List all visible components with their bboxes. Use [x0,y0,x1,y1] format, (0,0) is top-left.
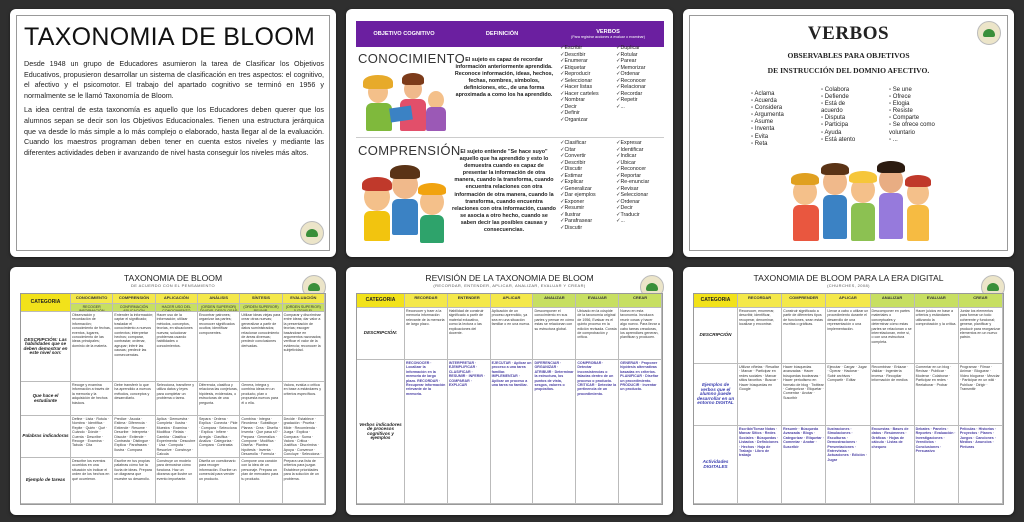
verbs-column-2 [821,87,865,144]
verb-item: ✓ Seleccionar [560,78,599,85]
header-level: EVALUACIÓN [283,294,325,304]
verb-item: ✓ Parear [616,58,646,65]
table-cell: Aplicación de un proceso aprendido, ya sea en una situación familiar o en una nueva. [491,308,534,360]
table-cell: Genera, integra y combina ideas en un producto, plan o propuesta nuevos para él o ella. [240,382,282,416]
verb-item: ▫ Elogia [889,101,941,108]
subtitle-line-2: DE INSTRUCCIÓN DEL DOMNIO AFECTIVO. [767,66,930,75]
school-logo-icon [977,21,1001,45]
verb-item: ✓ Reproducir [560,71,599,78]
verb-item: ✓ Decir [560,104,599,111]
header-level: ENTENDER [448,294,491,308]
table-cell: INTERPRETAR · EJEMPLIFICAR · CLASIFICAR · RESUMIR · INFERIR · COMPARAR · EXPLICAR [448,360,491,504]
slide-subtitle: (CHURCHES, 2008) [827,283,870,288]
table-cell: Selecciona, transfiere y utiliza datos y leyes para completar un problema o tarea. [156,382,198,416]
verb-item: ✓ Expresar [616,140,649,147]
table-cell: Utilizar ideas viejas para crear otras nuevas; generalizar a partir de datos suministrados; relacionar conocimiento de áreas diversas; predecir conclusiones derivadas. [240,312,282,382]
table-cell: Comentar en un blog · Revisar · Publicar · Moderar · Colaborar · Participar en redes · Reelaborar · Probar [915,364,959,426]
table-cell: Debe transferir lo que ha aprendido a nuevos métodos, conceptos y desarrollarlo. [113,382,155,416]
table-cell: Hacer uso de la información; utilizar métodos, conceptos, teorías, en situaciones nuevas; solucionar problemas usando habilidades o conocimientos. [156,312,198,382]
definicion-comprension: El sujeto entiende "Se hace suyo" aquello que ha aprendido y esto lo demuestra cuando es capaz de presentar la información de otra manera, cuando la transforma, cuando encuentra relaciones con otra información de otra manera, cuando la transforma, cuando encuentra relaciones con otra información, cuando se asocia a otro hecho, cuando se saben decir las posibles causas y consecuencias. [452,149,556,234]
header-sub: CONFIRMACIÓN APLICACIÓN [113,304,155,312]
intro-paragraph-1: Desde 1948 un grupo de Educadores asumieron la tarea de Clasificar los Objetivos Educativos, propusieron desarrollar un sistema de clasificación en tres aspectos: el cognitivo, el afectivo y el psicomotor. El trabajo del apartado cognitivo se terminó en 1956 y normalmente se le llamó Taxonomía de Bloom. [24,59,324,100]
header-level: APLICAR [826,294,870,308]
verb-item: ▫ Evita [751,134,784,141]
verb-item: ▫ Está de acuerdo [821,101,865,115]
table-cell: Descomponer el conocimiento en sus partes y pensar en cómo estas se relacionan con su estructura global. [533,308,576,360]
header-sub: (ORDEN SUPERIOR) DIVIDIR, DESGLOSAR [198,304,240,312]
verb-item: ✓ Revisar [616,186,649,193]
verb-item: ✓ Describir [560,160,596,167]
header-sub: RECOGER INFORMACIÓN [71,304,113,312]
table-cell: Nuevo en esta taxonomía. Involucra reunir cosas y hacer algo nuevo. Para llevar a cabo tareas creadoras, los aprendices generan, planifican y producen. [619,308,662,360]
verb-item: ▫ Se une [889,87,941,94]
table-cell: Construye un modelo para demostrar cómo funciona. Haz un diorama que ilustre un evento importante. [156,458,198,504]
school-logo-icon [300,221,324,245]
row-label: DESCRIPCIÓN [694,308,738,364]
verb-item: ▫ Aclama [751,91,784,98]
verb-item: ✓ Re-enunciar [616,179,649,186]
verb-item: ✓ Dar ejemplos [560,192,596,199]
verb-item: ▫ Comparte [889,115,941,122]
header-level: EVALUAR [915,294,959,308]
header-sub: HACER USO DEL CONOCIMIENTO [156,304,198,312]
slide-taxonomia-digital[interactable] [683,267,1014,515]
table-cell: Predice · Asocia · Estima · Diferencia · Extiende · Resume · Describe · Interpreta · Discute · Extiende · Contrasta · Distingue · Explica · Parafrasea · Ilustra · Compara [113,416,155,458]
verb-item: ✓ Organizar [560,117,599,124]
header-level: ANALIZAR [871,294,915,308]
table-cell: Películas · Historias · Proyectos · Planes · Juegos · Canciones · Medios · Anuncios · Pinturas [959,426,1003,504]
intro-text [24,59,324,162]
slide-verbos-afectivo[interactable] [683,9,1014,257]
table-cell: Valora, evalúa o critica en base a estándares y criterios específicos. [283,382,325,416]
row-label: Actividades DIGITALES [694,426,738,504]
verb-item: ✓ Resumir [560,205,596,212]
verbos-comprension-col1 [560,140,596,231]
verb-item: ✓ Memorizar [616,65,646,72]
header-level: APLICACIÓN [156,294,198,304]
verb-item: ✓ Explicar [560,179,596,186]
header-categoria: CATEGORIA [694,294,738,308]
verb-item: ✓ Ilustrar [560,212,596,219]
verb-item: ▫ Se ofrece como voluntario [889,122,941,136]
slide-revision-taxonomia[interactable] [346,267,673,515]
slide-title: TAXONOMIA DE BLOOM [24,23,316,51]
verb-item: ▫ Asume [751,119,784,126]
table-cell: Debates · Paneles · Reportes · Evaluación · Investigaciones · Veredictos · Conclusiones · Persuasivo [915,426,959,504]
slide-title-text: TAXONOMIA DE BLOOM PARA LA ERA DIGITAL [753,273,944,283]
verb-item: ▫ Resiste [889,108,941,115]
verb-item: ✓ Repetir [616,97,646,104]
verb-item: ✓ Ordenar [616,199,649,206]
verbos-conocimiento-col2 [616,45,646,110]
verbs-column-3 [889,87,941,144]
verbos-conocimiento-col1 [560,45,599,123]
header-level: EVALUAR [576,294,619,308]
table-cell: Programar · Filmar · Animar · Bloguear · Video bloguear · Mezclar · Participar en un wiki · Publicar · Dirigir · Transmitir [959,364,1003,426]
table-cell: Ubicado en la cúspide de la taxonomía original de 1956, Evaluar es el quinto proceso en la edición revisada. Consta de comprobación y crítica. [576,308,619,360]
row-label: Palabras indicadoras [21,416,71,458]
verb-item: ✓ Exponer [560,199,596,206]
kids-reading-illustration [360,71,448,133]
verb-item: ▫ Disputa [821,115,865,122]
table-cell: Prepara una lista de criterios para juzgar. Establece prioridades para la solución de un problema. [283,458,325,504]
verb-item: ✓ Reconocer [616,166,649,173]
verb-item: ✓ Discutir [560,225,596,232]
verb-item: ✓ Discutir [560,166,596,173]
header-categoria: CATEGORIA [357,294,405,308]
table-cell: Descomponer en partes materiales o conceptuales y determinar cómo estas partes se relacionan o se interrelacionan, entre sí, o con una estructura completa. [871,308,915,364]
table-cell: Encuestas · Bases de datos · Resúmenes · Gráficas · Hojas de cálculo · Listas de chequeo [871,426,915,504]
table-cell: Observación y recordación de información; conocimiento de fechas, eventos, lugares, conocimiento de las ideas principales; dominio de la materia. [71,312,113,382]
header-level: ANÁLISIS [198,294,240,304]
verb-item: ▫ Ofrece [889,94,941,101]
verb-item: ✓ Traducir [616,212,649,219]
intro-paragraph-2: La idea central de esta taxonomía es aquello que los Educadores deben querer que los alumnos sepan se decir son los Objetivos Educacionales. Tienen una estructura jerárquica que va desde lo más simple a lo más complejo o elaborado, hasta llegar al de la evaluación. Cuando los maestros programan deben tener en cuenta estos niveles y mediante las diferentes actividades deben ir avanzando de nivel hasta conseguir los niveles más altos. [24,105,324,157]
verb-item: ✓ Identificar [616,147,649,154]
table-cell: COMPROBAR · Detectar inconsistencias o falacias dentro de un proceso o producto. CRITICAR · Detectar la pertinencia de un procedimiento. [576,360,619,504]
verb-item: ✓ Escribir [560,45,599,52]
verb-item: ✓ Duplicar [616,45,646,52]
row-label: Ejemplos de verbos que el alumno puede desarrollar en un entorno DIGITAL [694,364,738,426]
subtitle-line-1: OBSERVABLES PARA OBJETIVOS [787,51,910,60]
header-objetivo: OBJETIVO COGNITIVO [373,31,435,37]
verb-item: ✓ Indicar [616,153,649,160]
verb-item: ✓ Seleccionar [616,192,649,199]
table-cell: Define · Lista · Rotula · Nombra · Identifica · Repite · Quién · Qué · Cuándo · Dónde · Cuenta · Describe · Recoge · Examina · Tabula · Cita [71,416,113,458]
verb-item: ✓ ... [616,218,649,225]
verb-item: ▫ Defiende [821,94,865,101]
slide-title [346,273,673,288]
verb-item: ▫ Inventa [751,126,784,133]
verb-item: ✓ ... [616,104,646,111]
verb-item: ▫ ... [889,137,941,144]
verb-item: ✓ Estimar [560,173,596,180]
level-conocimiento: CONOCIMIENTO [358,51,466,66]
verbos-comprension-col2 [616,140,649,225]
level-comprension: COMPRENSIÓN [358,143,461,158]
verb-item: ▫ Reta [751,141,784,148]
table-cell: Ejecutar · Cargar · Jugar · Operar · Hackear · Subir archivos · Compartir · Editar [826,364,870,426]
table-cell: Recombinar · Enlazar · Validar · Ingeniería inversa · Recopilar información de medios [871,364,915,426]
table-cell: Hacer juicios en base a criterios y estándares utilizando la comprobación y la crítica. [915,308,959,364]
slide-title: VERBOS [807,23,890,44]
table-cell: Resumir · Búsqueda Avanzada · Blogs · Categorizar · Etiquetar · Comentar · Anotar · Suscribir [782,426,826,504]
verb-item: ▫ Acuerda [751,98,784,105]
verb-item: ✓ Hacer listas [560,84,599,91]
table-header [356,21,664,47]
table-cell: Recoge y examina información a través de la memoria y la adquisición de hechos básicos. [71,382,113,416]
happy-children-illustration [787,159,937,251]
verb-item: ✓ Reportar [616,173,649,180]
table-cell: Diseña un cuestionario para recoger información. Escribe un comercial para vender un producto. [198,458,240,504]
verb-item: ✓ Decir [616,205,649,212]
revision-table [356,293,663,505]
table-cell: Escribe en tus propias palabras cómo fue la lluvia de ideas. Prepara un diagrama que muestre su desarrollo. [113,458,155,504]
table-cell: Hacer búsquedas avanzadas · Hacer búsquedas booleanas · Hacer periodismo en formato de blog · Twittear · Categorizar · Etiquetar · Comentar · Anotar · Suscribir [782,364,826,426]
table-cell: RECONOCER · Localizar la información en la memoria de largo plazo. RECORDAR · Recuperar información relevante de la memoria. [405,360,448,504]
slide-title [683,273,1014,288]
slide-subtitle: (RECORDAR, ENTENDER, APLICAR, ANALIZAR, EVALUAR Y CREAR) [433,283,586,288]
row-label: DESCRIPCIÓN: [357,308,405,360]
verb-item: ✓ Recordar [616,91,646,98]
header-level: APLICAR [491,294,534,308]
verb-item: ✓ Rotular [616,52,646,59]
header-level: RECORDAR [738,294,782,308]
table-cell: Aplica · Demuestra · Completa · Ilustra · Muestra · Examina · Modifica · Relata · Cambia · Clasifica · Experimenta · Descubre · Usa · Computa · Resuelve · Construye · Calcula [156,416,198,458]
table-cell: Construir significado a partir de diferentes tipos de funciones, sean estas escritas o gráficas. [782,308,826,364]
verb-item: ✓ Convertir [560,153,596,160]
table-cell: Llevar a cabo o utilizar un procedimiento durante el desarrollo de una representación o una implementación. [826,308,870,364]
table-cell: DIFERENCIAR · ORGANIZAR · ATRIBUIR · Determinar la estructura, los puntos de vista, sesgos, valores o propósitos. [533,360,576,504]
verb-item: ✓ Citar [560,147,596,154]
row-label: DESCRIPCIÓN: Las habilidades que se deben demostrar en este nivel son: [21,312,71,382]
header-level: CONOCIMIENTO [71,294,113,304]
verb-item: ▫ Ayuda [821,130,865,137]
verb-item: ✓ Definir [560,110,599,117]
verb-item: ✓ Generalizar [560,186,596,193]
header-sub: (ORDEN SUPERIOR) JUZGAR EL [283,304,325,312]
table-cell: Ilustraciones · Simulaciones · Esculturas · Demostraciones · Presentaciones · Entrevistas · Actuaciones · Edición · Jugar [826,426,870,504]
table-cell: Juntar los elementos para formar un todo coherente y funcional; generar, planificar y producir para reorganizar elementos en un nuevo patrón. [959,308,1003,364]
verb-item: ▫ Argumenta [751,112,784,119]
slide-subtitle: DE ACUERDO CON EL PENSAMIENTO [130,283,216,288]
table-cell: GENERAR · Proponer hipótesis alternativas basadas en criterios. PLANIFICAR · Diseñar un procedimiento. PRODUCIR · Inventar un producto. [619,360,662,504]
header-level: CREAR [959,294,1003,308]
header-categoria: CATEGORIA [21,294,71,312]
slide-taxonomia-tabla[interactable] [10,267,336,515]
definicion-conocimiento: El sujeto es capaz de recordar información anteriormente aprendida. Reconoce información, ideas, hechos, fechas, nombres, símbolos, definiciones, etc., de una forma aproximada a como los ha aprendido. [454,57,554,99]
digital-table [693,293,1004,505]
verb-item: ▫ Participa [821,122,865,129]
verb-item: ▫ Colabora [821,87,865,94]
row-label: Verbos indicadores de procesos cognitivos y ejemplos [357,360,405,504]
verb-item: ✓ Clasificar [560,140,596,147]
table-cell: Utilizar viñetas · Resaltar · Marcar · Participar en redes sociales · Marcar sitios favoritos · Buscar · Hacer búsquedas en Google [738,364,782,426]
header-definicion: DEFINICIÓN [485,31,519,37]
table-cell: Reconocer, enumerar, describir, identificar, recuperar, denominar, localizar y encontrar. [738,308,782,364]
table-cell: Diferencia, clasifica y relaciona las conjeturas, hipótesis, evidencias, o estructuras de una pregunta. [198,382,240,416]
slide-taxonomia-intro[interactable] [10,9,336,257]
table-cell: Encontrar patrones; organizar las partes; reconocer significados ocultos; identificar componentes. [198,312,240,382]
header-level: COMPRENSIÓN [113,294,155,304]
verb-item: ▫ Está atento [821,137,865,144]
slide-objetivo-cognitivo[interactable] [346,9,673,257]
header-verbos-note: (Para registrar acciones a evaluar o examinar) [571,35,645,39]
header-sub: (ORDEN SUPERIOR) REUNIR, [240,304,282,312]
verb-item: ▫ Considera [751,105,784,112]
table-cell: Combina · Integra · Reordena · Substituye · Planea · Crea · Diseña · Inventa · Que pasa si? · Prepara · Generaliza · Compone · Modifica · Diseña · Plantea hipótesis · Inventa · Desarrolla · Formula · [240,416,282,458]
table-cell: Entender la información; captar el significado; trasladar el conocimiento a nuevos contextos; interpretar hechos; comparar, contrastar; ordenar, agrupar; inferir las causas; predecir las consecuencias. [113,312,155,382]
header-level: ANALIZAR [533,294,576,308]
table-cell: Reconocer y traer a la memoria información relevante de la memoria de largo plazo. [405,308,448,360]
header-verbos-label: VERBOS [596,29,620,35]
table-cell: EJECUTAR · Aplicar un proceso a una tarea familiar. IMPLEMENTAR · Aplicar un proceso a una tarea no familiar. [491,360,534,504]
verbs-column-1 [751,91,784,148]
table-cell: Habilidad de construir significado a partir de material educativo, como la lectura o las explicaciones del docente. [448,308,491,360]
slide-title-text: TAXONOMIA DE BLOOM [123,273,223,283]
kids-with-books-illustration [360,163,448,249]
table-cell: Escribir/Tomar Notas · Marcar Sitios · Redes Sociales · Búsquedas · Listados · Definiciones · Hechos · Hoja de Trabajo · Libro de trabajo [738,426,782,504]
table-cell: Separa · Ordena · Explica · Conecta · Pide · Compara · Selecciona · Explica · Infiere · Arregla · Clasifica · Analiza · Categoriza · Compara · Contrasta [198,416,240,458]
slide-title-text: REVISIÓN DE LA TAXONOMIA DE BLOOM [425,273,594,283]
slide-title [10,273,336,288]
header-level: RECORDAR [405,294,448,308]
table-cell: Decide · Establece · gradación · Prueba · Mide · Recomienda · Juzga · Explica · Compara · Suma · Valora · Critica · Justifica · Discrimina · Apoya · Convence · Concluye · Selecciona · [283,416,325,458]
verb-item: ✓ Nombrar [560,97,599,104]
verb-item: ✓ Describir [560,52,599,59]
verb-item: ✓ Enumerar [560,58,599,65]
verb-item: ✓ Hacer carteles [560,91,599,98]
verb-item: ✓ Parafrasear [560,218,596,225]
verb-item: ✓ Reconocer [616,78,646,85]
table-cell: Compone una canción con la idea de un personaje. Prepara un plan de mercadeo para tu producto. [240,458,282,504]
verb-item: ✓ Etiquetar [560,65,599,72]
header-level: SÍNTESIS [240,294,282,304]
row-divider [356,137,664,138]
table-cell: Describe los eventos ocurridos en una situación sin indicar el orden de los hechos en qué ocurrieron. [71,458,113,504]
row-label: Que hace el estudiante [21,382,71,416]
header-level: CREAR [619,294,662,308]
header-level: COMPRENDER [782,294,826,308]
verb-item: ✓ Ubicar [616,160,649,167]
verb-item: ✓ Relacionar [616,84,646,91]
bloom-table [20,293,326,505]
header-verbos [552,29,664,39]
row-label: Ejemplo de tareas [21,458,71,504]
verb-item: ✓ Ordenar [616,71,646,78]
table-cell: Comparar y discriminar entre ideas; dar valor a la presentación de teorías; escoger basándose en argumentos razonados; verificar el valor de la evidencia; reconocer la subjetividad. [283,312,325,382]
